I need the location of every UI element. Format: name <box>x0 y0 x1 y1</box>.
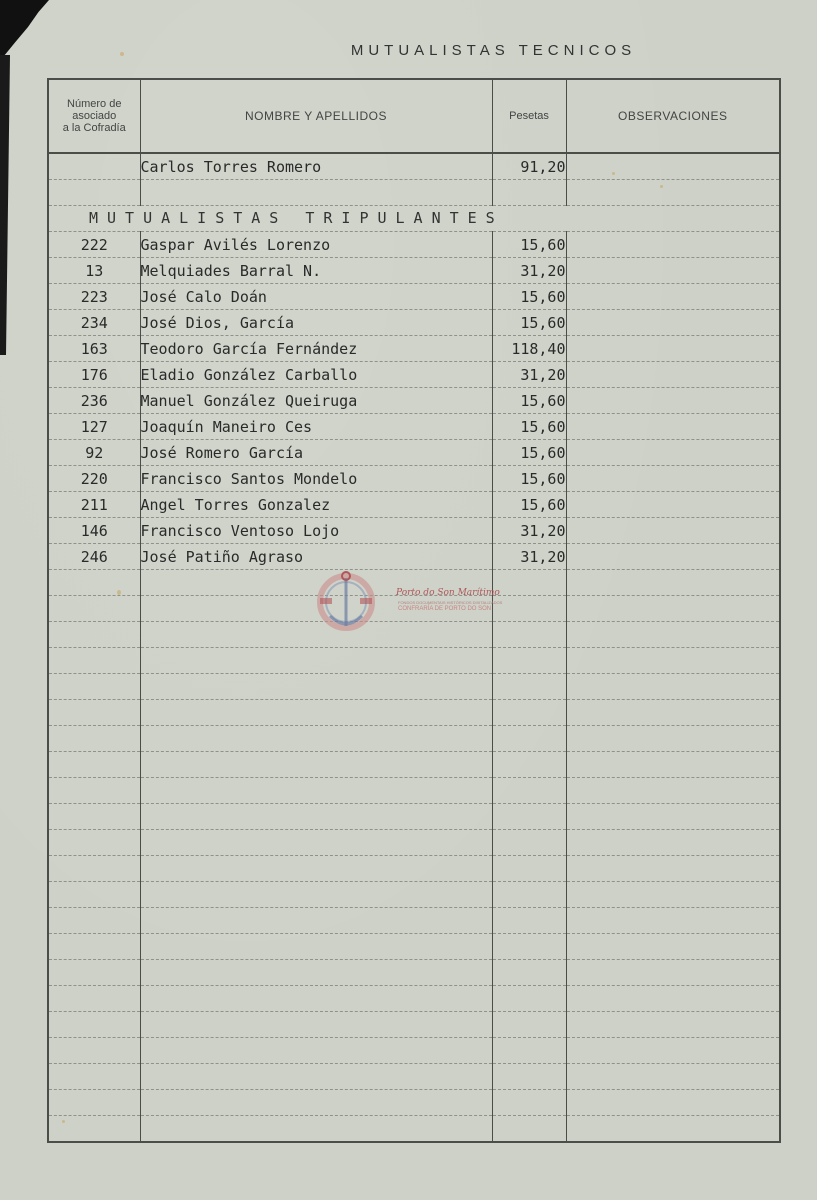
observations-cell <box>566 284 780 310</box>
amount-pesetas <box>492 1012 566 1038</box>
observations-cell <box>566 726 780 752</box>
observations-cell <box>566 908 780 934</box>
observations-cell <box>566 310 780 336</box>
observations-cell <box>566 1064 780 1090</box>
stain-spot <box>120 52 124 56</box>
observations-cell <box>566 1012 780 1038</box>
member-number <box>48 960 140 986</box>
observations-cell <box>566 882 780 908</box>
observations-cell <box>566 1038 780 1064</box>
member-number <box>48 804 140 830</box>
amount-pesetas: 31,20 <box>492 518 566 544</box>
table-row <box>48 258 780 284</box>
member-name <box>140 1012 492 1038</box>
amount-pesetas <box>492 1038 566 1064</box>
member-name: Gaspar Avilés Lorenzo <box>140 232 492 258</box>
member-number-header-line: a la Cofradía <box>62 122 126 134</box>
member-number <box>48 778 140 804</box>
stain-spot <box>117 590 121 595</box>
amount-pesetas: 15,60 <box>492 492 566 518</box>
amount-pesetas <box>492 700 566 726</box>
member-name <box>140 804 492 830</box>
observations-cell <box>566 570 780 596</box>
member-name: José Patiño Agraso <box>140 544 492 570</box>
table-row-blank <box>48 908 780 934</box>
table-row <box>48 232 780 258</box>
watermark-org: CONFRARÍA DE PORTO DO SON <box>398 606 492 612</box>
ledger-body <box>48 153 780 1142</box>
observations-cell <box>566 648 780 674</box>
ledger-header-row <box>48 79 780 153</box>
observations-cell <box>566 466 780 492</box>
table-row-blank <box>48 726 780 752</box>
member-number <box>48 908 140 934</box>
member-name <box>140 674 492 700</box>
table-row <box>48 492 780 518</box>
member-number <box>48 596 140 622</box>
watermark-subtitle: FONDOS DOCUMENTAIS HISTÓRICOS DIXITALIZADOS <box>398 600 503 605</box>
member-name: Carlos Torres Romero <box>140 153 492 180</box>
member-number <box>48 180 140 206</box>
anchor-logo-icon <box>312 566 392 646</box>
member-name <box>140 648 492 674</box>
member-name: Manuel González Queiruga <box>140 388 492 414</box>
observations-cell <box>566 700 780 726</box>
amount-pesetas <box>492 1090 566 1116</box>
amount-pesetas <box>492 1116 566 1143</box>
member-number <box>48 752 140 778</box>
member-number <box>48 934 140 960</box>
observations-cell <box>566 336 780 362</box>
member-name <box>140 986 492 1012</box>
amount-pesetas <box>492 648 566 674</box>
member-name <box>140 1064 492 1090</box>
member-name <box>140 700 492 726</box>
amount-pesetas <box>492 726 566 752</box>
member-number-header-line: asociado <box>72 110 117 122</box>
observations-cell <box>566 388 780 414</box>
amount-pesetas <box>492 180 566 206</box>
amount-pesetas <box>492 778 566 804</box>
amount-pesetas <box>492 908 566 934</box>
member-name: José Calo Doán <box>140 284 492 310</box>
table-row-blank <box>48 648 780 674</box>
table-row-blank <box>48 752 780 778</box>
member-number <box>48 648 140 674</box>
table-row <box>48 153 780 180</box>
amount-pesetas: 15,60 <box>492 284 566 310</box>
stain-spot <box>660 185 663 188</box>
table-row-blank <box>48 882 780 908</box>
member-number: 127 <box>48 414 140 440</box>
column-header-pesetas: Pesetas <box>492 79 566 153</box>
member-number <box>48 830 140 856</box>
table-row-blank <box>48 180 780 206</box>
stain-spot <box>62 1120 65 1123</box>
member-number <box>48 1012 140 1038</box>
member-name <box>140 1116 492 1143</box>
observations-cell <box>566 492 780 518</box>
amount-pesetas: 15,60 <box>492 388 566 414</box>
amount-pesetas: 15,60 <box>492 414 566 440</box>
member-name: Joaquín Maneiro Ces <box>140 414 492 440</box>
section-row <box>48 206 780 232</box>
observations-cell <box>566 258 780 284</box>
observations-cell <box>566 1090 780 1116</box>
member-number: 234 <box>48 310 140 336</box>
observations-cell <box>566 622 780 648</box>
member-name <box>140 882 492 908</box>
observations-cell <box>566 362 780 388</box>
member-number <box>48 1038 140 1064</box>
observations-cell <box>566 778 780 804</box>
observations-cell <box>566 596 780 622</box>
observations-cell <box>566 986 780 1012</box>
table-row <box>48 336 780 362</box>
member-number <box>48 856 140 882</box>
table-row-blank <box>48 778 780 804</box>
observations-cell <box>566 674 780 700</box>
amount-pesetas: 91,20 <box>492 153 566 180</box>
member-number: 176 <box>48 362 140 388</box>
observations-cell <box>566 1116 780 1143</box>
page-title: MUTUALISTAS TECNICOS <box>350 42 637 59</box>
member-number: 220 <box>48 466 140 492</box>
member-name <box>140 1090 492 1116</box>
member-number: 211 <box>48 492 140 518</box>
observations-cell <box>566 414 780 440</box>
member-number <box>48 882 140 908</box>
observations-cell <box>566 518 780 544</box>
member-number <box>48 1090 140 1116</box>
member-number: 92 <box>48 440 140 466</box>
amount-pesetas <box>492 986 566 1012</box>
member-name: Eladio González Carballo <box>140 362 492 388</box>
member-name: Melquiades Barral N. <box>140 258 492 284</box>
table-row <box>48 414 780 440</box>
member-name <box>140 856 492 882</box>
torn-corner <box>0 0 70 60</box>
observations-cell <box>566 856 780 882</box>
stain-spot <box>612 172 615 175</box>
member-name: Francisco Ventoso Lojo <box>140 518 492 544</box>
archive-watermark <box>312 566 512 646</box>
member-name: Teodoro García Fernández <box>140 336 492 362</box>
amount-pesetas <box>492 882 566 908</box>
amount-pesetas: 31,20 <box>492 258 566 284</box>
member-number: 223 <box>48 284 140 310</box>
table-row-blank <box>48 856 780 882</box>
member-number: 246 <box>48 544 140 570</box>
observations-cell <box>566 180 780 206</box>
observations-cell <box>566 960 780 986</box>
member-number <box>48 674 140 700</box>
member-number <box>48 622 140 648</box>
table-row-blank <box>48 804 780 830</box>
amount-pesetas <box>492 1064 566 1090</box>
table-row-blank <box>48 1012 780 1038</box>
amount-pesetas <box>492 752 566 778</box>
member-name <box>140 726 492 752</box>
member-name <box>140 1038 492 1064</box>
member-number <box>48 726 140 752</box>
watermark-title: Porto do Son Marítimo <box>396 588 500 598</box>
amount-pesetas: 15,60 <box>492 232 566 258</box>
amount-pesetas: 15,60 <box>492 310 566 336</box>
amount-pesetas <box>492 960 566 986</box>
amount-pesetas: 15,60 <box>492 466 566 492</box>
table-row-blank <box>48 830 780 856</box>
member-number <box>48 1064 140 1090</box>
observations-cell <box>566 830 780 856</box>
table-row-blank <box>48 1064 780 1090</box>
amount-pesetas: 31,20 <box>492 544 566 570</box>
table-row <box>48 388 780 414</box>
table-row <box>48 284 780 310</box>
table-row <box>48 310 780 336</box>
amount-pesetas <box>492 674 566 700</box>
member-number <box>48 153 140 180</box>
member-number <box>48 986 140 1012</box>
observations-cell <box>566 440 780 466</box>
amount-pesetas: 31,20 <box>492 362 566 388</box>
torn-edge <box>0 55 10 355</box>
member-number: 236 <box>48 388 140 414</box>
member-name: Francisco Santos Mondelo <box>140 466 492 492</box>
table-row <box>48 466 780 492</box>
observations-cell <box>566 232 780 258</box>
member-name <box>140 960 492 986</box>
member-number: 13 <box>48 258 140 284</box>
member-name <box>140 830 492 856</box>
member-name <box>140 908 492 934</box>
table-row <box>48 518 780 544</box>
member-name <box>140 752 492 778</box>
section-cell <box>48 206 780 232</box>
table-row <box>48 440 780 466</box>
member-name: José Romero García <box>140 440 492 466</box>
table-row-blank <box>48 986 780 1012</box>
table-row <box>48 362 780 388</box>
column-header-member-number <box>48 79 140 153</box>
table-row-blank <box>48 1090 780 1116</box>
section-title: MUTUALISTAS TRIPULANTES <box>89 209 504 227</box>
table-row-blank <box>48 700 780 726</box>
member-number <box>48 700 140 726</box>
column-header-observations: OBSERVACIONES <box>566 79 780 153</box>
amount-pesetas: 118,40 <box>492 336 566 362</box>
member-name <box>140 934 492 960</box>
member-name: Angel Torres Gonzalez <box>140 492 492 518</box>
member-number-header-line: Número de <box>67 98 122 110</box>
member-name <box>140 778 492 804</box>
observations-cell <box>566 752 780 778</box>
observations-cell <box>566 153 780 180</box>
amount-pesetas <box>492 804 566 830</box>
amount-pesetas: 15,60 <box>492 440 566 466</box>
member-number: 146 <box>48 518 140 544</box>
table-row-blank <box>48 934 780 960</box>
member-number: 163 <box>48 336 140 362</box>
table-row-blank <box>48 674 780 700</box>
table-row-blank <box>48 960 780 986</box>
column-header-name: NOMBRE Y APELLIDOS <box>140 79 492 153</box>
amount-pesetas <box>492 830 566 856</box>
member-name: José Dios, García <box>140 310 492 336</box>
member-number: 222 <box>48 232 140 258</box>
observations-cell <box>566 804 780 830</box>
amount-pesetas <box>492 934 566 960</box>
observations-cell <box>566 934 780 960</box>
table-row-blank <box>48 1116 780 1143</box>
observations-cell <box>566 544 780 570</box>
member-number <box>48 570 140 596</box>
member-name <box>140 180 492 206</box>
amount-pesetas <box>492 856 566 882</box>
table-row-blank <box>48 1038 780 1064</box>
